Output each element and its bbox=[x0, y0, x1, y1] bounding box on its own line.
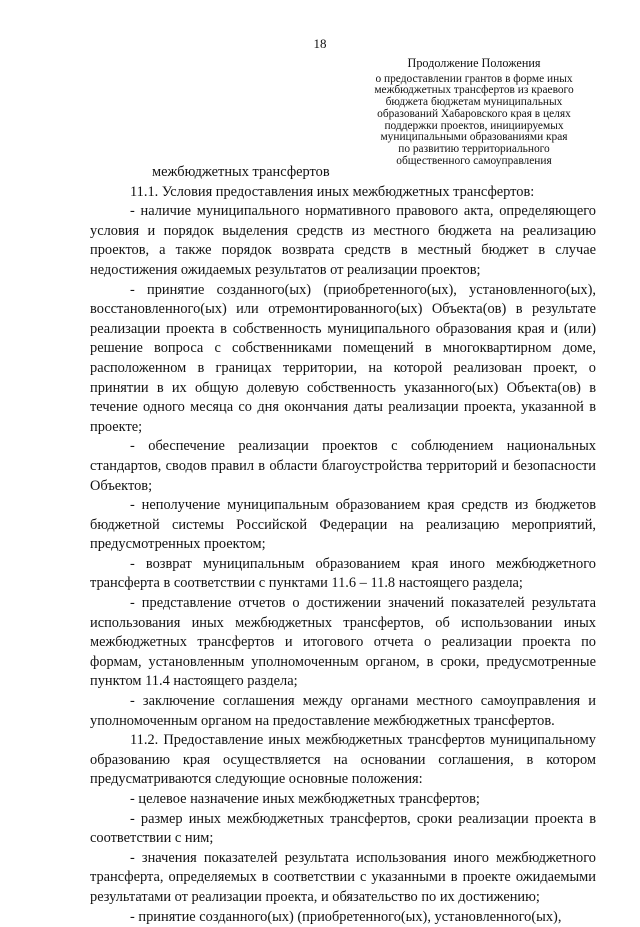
document-body bbox=[90, 163, 596, 927]
header-line: общественного самоуправления bbox=[396, 154, 552, 167]
body-paragraph: - возврат муниципальным образованием края иного межбюджетного трансферта в соответствии с пунктами 11.6 – 11.8 настоящего раздела; bbox=[90, 555, 596, 592]
body-paragraph: - наличие муниципального нормативного правового акта, определяющего условия и порядок выделения средств из местного бюджета на реализацию проектов, а также порядок возврата средств в местный бюджет в случае недостижения ожидаемых результатов от реализации проектов; bbox=[90, 203, 596, 278]
header-line: бюджета бюджетам муниципальных bbox=[385, 96, 563, 109]
body-paragraph: - размер иных межбюджетных трансфертов, сроки реализации проекта в соответствии с ним; bbox=[90, 810, 596, 847]
body-paragraph: - целевое назначение иных межбюджетных трансфертов; bbox=[130, 791, 480, 807]
header-line: поддержки проектов, инициируемых bbox=[384, 119, 564, 132]
body-paragraph: - обеспечение реализации проектов с соблюдением национальных стандартов, сводов правил в области благоустройства территорий и безопасности Объектов; bbox=[90, 438, 596, 494]
body-paragraph: - заключение соглашения между органами местного самоуправления и уполномоченным органом на предоставление межбюджетных трансфертов. bbox=[90, 693, 596, 729]
body-paragraph: - принятие созданного(ых) (приобретенного(ых), установленного(ых), bbox=[130, 908, 562, 925]
header-line: муниципальными образованиями края bbox=[380, 131, 568, 144]
section-heading: 11.2. Предоставление иных межбюджетных трансфертов муниципальному образованию края осуществляется на основании соглашения, в котором предусматриваются следующие основные положения: bbox=[90, 732, 596, 788]
body-paragraph: - значения показателей результата использования иного межбюджетного трансферта, определяемых в соответствии с указанными в проекте ожидаемыми результатами от реализации проекта, и обязательство по их достижению; bbox=[90, 849, 596, 905]
header-line: образований Хабаровского края в целях bbox=[377, 107, 571, 120]
section-heading: 11.1. Условия предоставления иных межбюджетных трансфертов: bbox=[130, 183, 535, 200]
body-paragraph: - неполучение муниципальным образованием края средств из бюджетов бюджетной системы Российской Федерации на реализацию мероприятий, предусмотренных проектом; bbox=[90, 497, 596, 553]
body-paragraph: - представление отчетов о достижении значений показателей результата использования иных межбюджетных трансфертов, об использовании иных межбюджетных трансфертов и итогового отчета о реализации проекта по формам, установленным уполномоченным органом, в сроки, предусмотренные пунктом 11.4 настоящего раздела; bbox=[90, 595, 596, 690]
header-line: о предоставлении грантов в форме иных bbox=[375, 72, 573, 85]
page-number: 18 bbox=[313, 36, 327, 51]
body-paragraph: межбюджетных трансфертов bbox=[152, 164, 330, 180]
header-line: межбюджетных трансфертов из краевого bbox=[374, 84, 574, 97]
body-paragraph: - принятие созданного(ых) (приобретенного(ых), установленного(ых), восстановленного(ых) или отремонтированного(ых) Объекта(ов) в результате реализации проекта в собственность муниципального образования края и (или) решение вопроса с собственниками помещений в многоквартирном доме, расположенном в границах территории, на которой реализован проект, о принятии в их общую долевую собственность указанного(ых) Объекта(ов) в течение одного месяца со дня окончания даты реализации проекта, указанной в проекте; bbox=[90, 281, 596, 435]
header-title: Продолжение Положения bbox=[407, 56, 541, 70]
document-header bbox=[356, 58, 592, 167]
header-line: по развитию территориального bbox=[398, 142, 550, 155]
